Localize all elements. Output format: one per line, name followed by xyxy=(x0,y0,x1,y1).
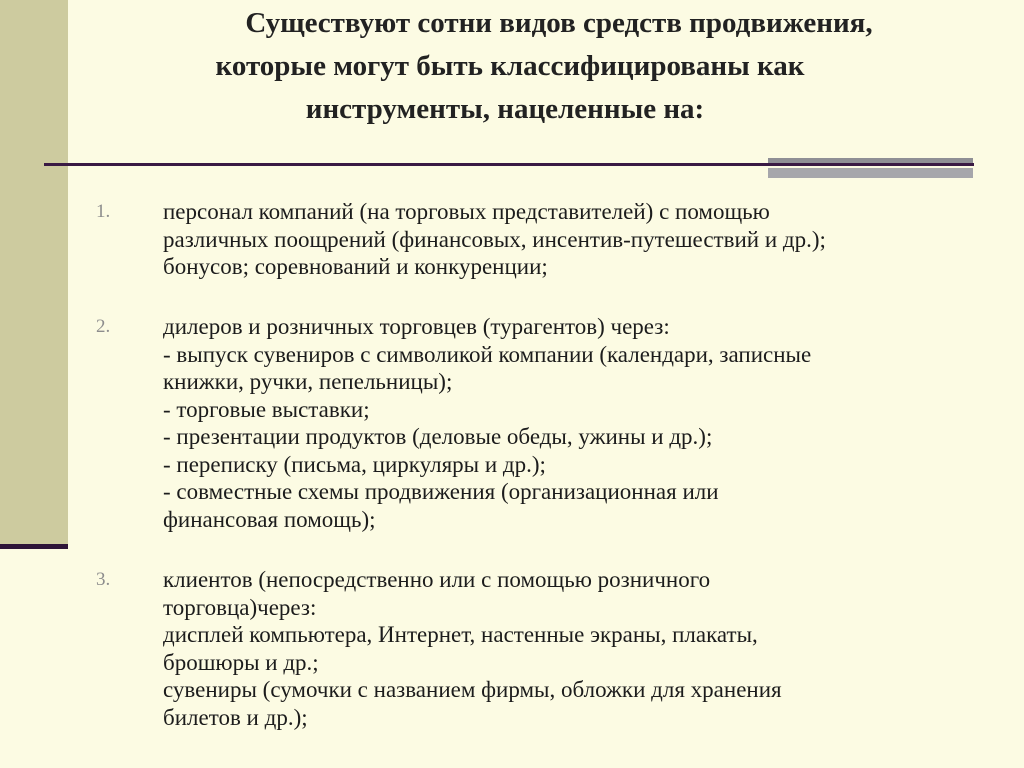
title-rule xyxy=(44,163,974,166)
list-item-line: - презентации продуктов (деловые обеды, ужины и др.); xyxy=(163,424,713,449)
list-item-line: сувениры (сумочки с названием фирмы, обложки для хранения xyxy=(163,677,782,702)
list-item-line: - переписку (письма, циркуляры и др.); xyxy=(163,451,546,477)
list-item-line: дилеров и розничных торговцев (турагентов) через: xyxy=(163,314,670,339)
list-item-line: - совместные схемы продвижения (организационная или xyxy=(163,479,719,504)
list-item-number: 1. xyxy=(96,201,111,222)
slide-title xyxy=(110,2,990,131)
list-item-line: клиентов (непосредственно или с помощью розничного xyxy=(163,567,711,592)
list-item-line: билетов и др.); xyxy=(163,704,308,730)
list-item-line: различных поощрений (финансовых, инсентив-путешествий и др.); xyxy=(163,226,826,252)
list-item-line: дисплей компьютера, Интернет, настенные экраны, плакаты, xyxy=(163,622,758,647)
list-item-line: книжки, ручки, пепельницы); xyxy=(163,369,453,394)
side-accent-line xyxy=(0,544,68,549)
title-rule-gray-lower xyxy=(768,168,973,178)
side-band xyxy=(0,0,68,545)
list-item-line: бонусов; соревнований и конкуренции; xyxy=(163,254,548,279)
list-item-text xyxy=(163,313,1013,533)
list-item-text xyxy=(163,198,1013,281)
list-item-line: персонал компаний (на торговых представителей) с помощью xyxy=(163,199,770,224)
list-item-line: финансовая помощь); xyxy=(163,506,376,532)
list-item-line: брошюры и др.; xyxy=(163,649,319,675)
list-item-line: - торговые выставки; xyxy=(163,396,370,422)
list-item-number: 2. xyxy=(96,316,111,337)
title-line: Существуют сотни видов средств продвижения, xyxy=(245,7,873,39)
list-item-line: - выпуск сувениров с символикой компании (календари, записные xyxy=(163,341,812,367)
list-item-number: 3. xyxy=(96,569,111,590)
list-item-line: торговца)через: xyxy=(163,594,317,620)
title-line: которые могут быть классифицированы как xyxy=(215,50,805,82)
list-item-text xyxy=(163,566,1013,731)
title-line: инструменты, нацеленные на: xyxy=(305,93,705,125)
